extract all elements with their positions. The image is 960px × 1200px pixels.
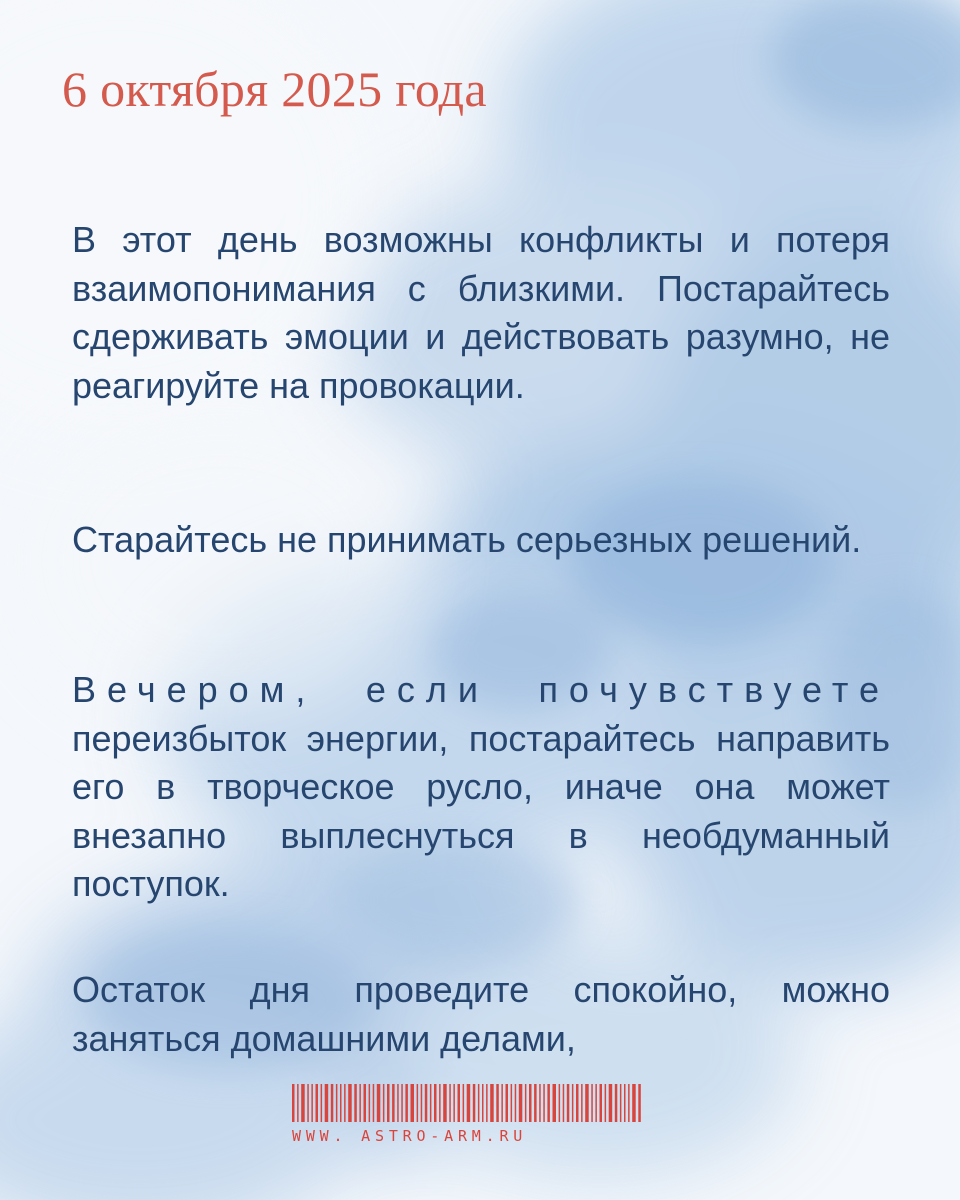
astro-arm-logo [292,1084,642,1150]
barcode-icon [292,1084,642,1122]
paragraph-rest-of-day: Остаток дня проведите спокойно, можно заняться домашними делами, [72,969,890,1059]
paragraph-evening-rest: переизбыток энергии, постарайтесь направить его в творческое русло, иначе она может внезапно выплеснуться в необдуманный поступок. [72,717,890,904]
paragraph-evening-lead: Вечером, если почувствуете [72,669,890,710]
paragraph-conflicts: В этот день возможны конфликты и потеря взаимопонимания с близкими. Постарайтесь сдерживать эмоции и действовать разумно, не реагируйте на провокации. [72,219,890,406]
paragraph-decisions: Старайтесь не принимать серьезных решений. [72,519,862,560]
paragraph-evening [72,666,890,909]
page-title: 6 октября 2025 года [62,61,487,117]
site-url: WWW. ASTRO-ARM.RU [292,1127,528,1145]
